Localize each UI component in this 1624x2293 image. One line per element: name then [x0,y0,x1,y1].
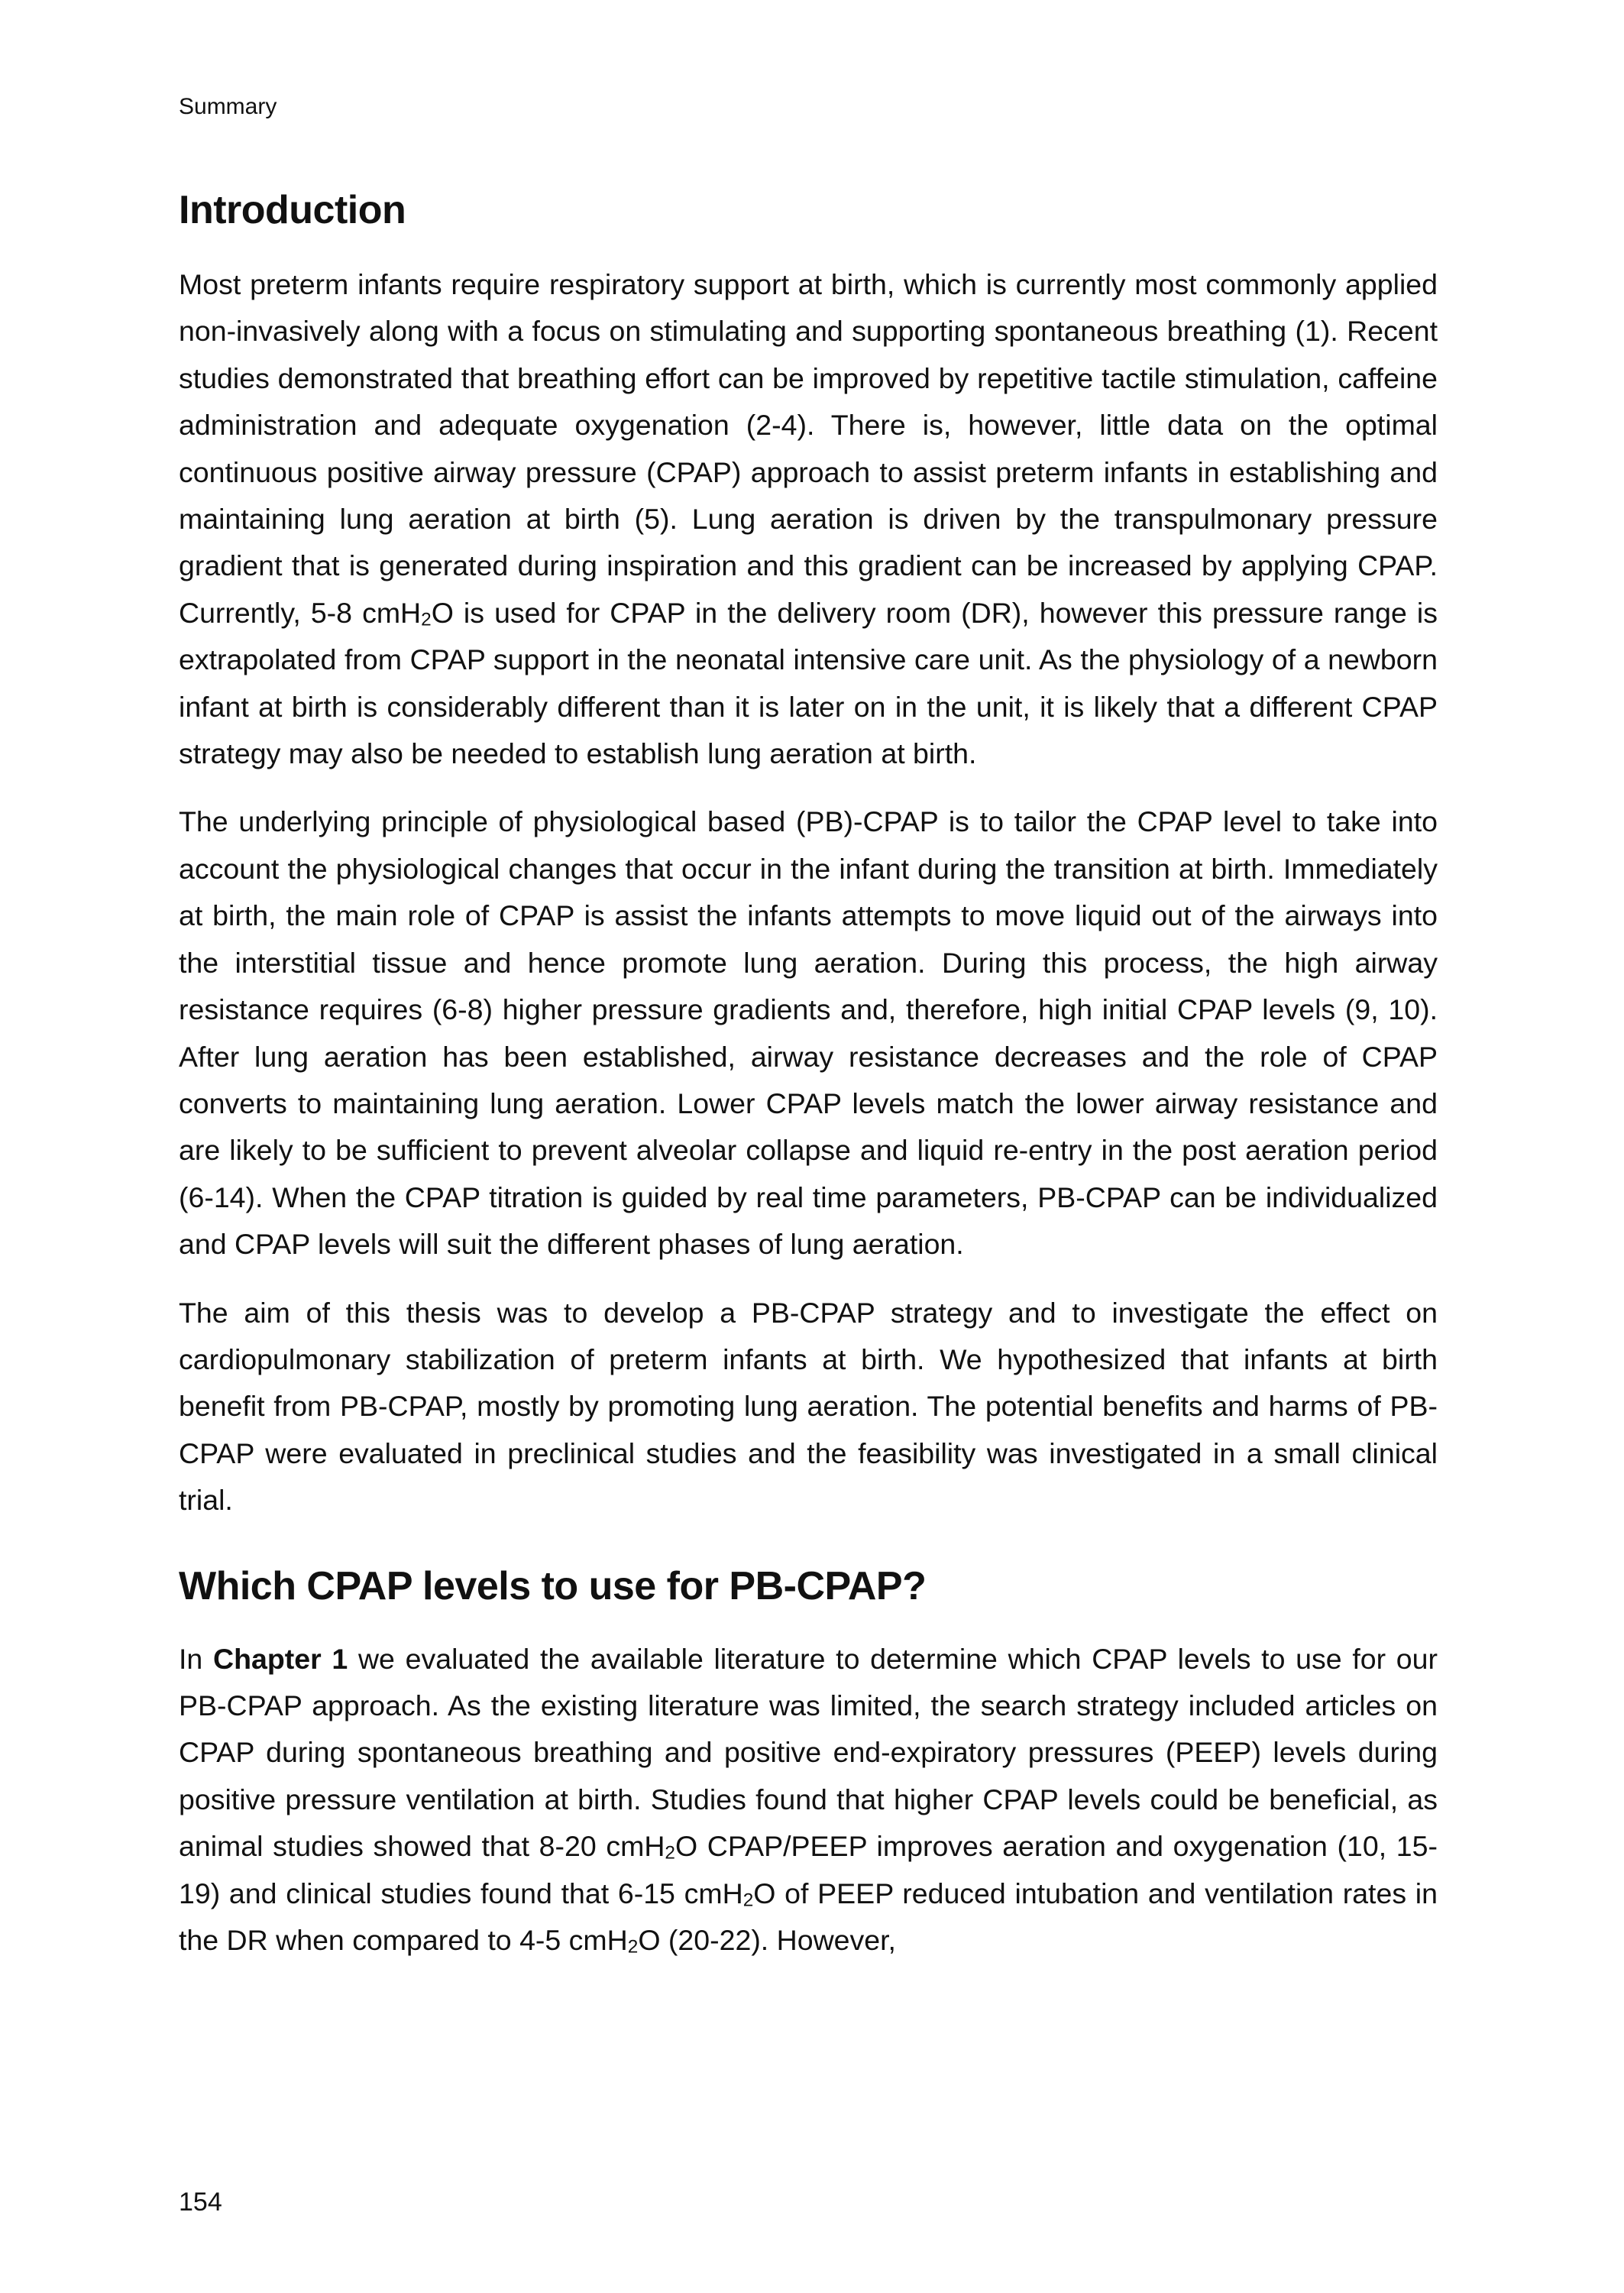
cpap-levels-heading: Which CPAP levels to use for PB-CPAP? [179,1563,927,1608]
cpap-levels-paragraph-1 [179,1636,1438,1964]
introduction-heading: Introduction [179,188,406,232]
subscript: 2 [627,1936,639,1958]
page-content [179,183,1438,1964]
text-run: Most preterm infants require respiratory support at birth, which is currently most commonly applied non-invasively along with a focus on stimulating and supporting spontaneous breathing (1). Recent studies demonstrated that breathing effort can be improved by repetitive tactile stimulation, caffeine administration and adequate oxygenation (2-4). There is, however, little data on the optimal continuous positive airway pressure (CPAP) approach to assist preterm infants in establishing and maintaining lung aeration at birth (5). Lung aeration is driven by the transpulmonary pressure gradient that is generated during inspiration and this gradient can be increased by applying CPAP. Currently, 5-8 cmH [179,268,1438,629]
introduction-paragraph-3: The aim of this thesis was to develop a PB-CPAP strategy and to investigate the effect on cardiopulmonary stabilization of preterm infants at birth. We hypothesized that infants at birth benefit from PB-CPAP, mostly by promoting lung aeration. The potential benefits and harms of PB-CPAP were evaluated in preclinical studies and the feasibility was investigated in a small clinical trial. [179,1296,1438,1517]
text-run: In [179,1642,213,1675]
text-run: we evaluated the available literature to determine which CPAP levels to use for our PB-CPAP approach. As the existing literature was limited, the search strategy included articles on CPAP during spontaneous breathing and positive end-expiratory pressures (PEEP) levels during positive pressure ventilation at birth. Studies found that higher CPAP levels could be beneficial, as animal studies showed that 8-20 cmH [179,1642,1438,1863]
page-number: 154 [179,2188,222,2217]
subscript: 2 [421,609,432,630]
introduction-paragraph-1 [179,261,1438,777]
text-run: O (20-22). However, [638,1924,896,1956]
running-header: Summary [179,94,277,119]
introduction-paragraph-2: The underlying principle of physiological based (PB)-CPAP is to tailor the CPAP level to take into account the physiological changes that occur in the infant during the transition at birth. Immediately at birth, the main role of CPAP is assist the infants attempts to move liquid out of the airways into the interstitial tissue and hence promote lung aeration. During this process, the high airway resistance requires (6-8) higher pressure gradients and, therefore, high initial CPAP levels (9, 10). After lung aeration has been established, airway resistance decreases and the role of CPAP converts to maintaining lung aeration. Lower CPAP levels match the lower airway resistance and are likely to be sufficient to prevent alveolar collapse and liquid re-entry in the post aeration period (6-14). When the CPAP titration is guided by real time parameters, PB-CPAP can be individualized and CPAP levels will suit the different phases of lung aeration. [179,805,1438,1261]
text-run: O of PEEP reduced intubation and ventilation rates in the DR when compared to 4-5 cmH [179,1877,1438,1956]
text-run: O is used for CPAP in the delivery room (DR), however this pressure range is extrapolated from CPAP support in the neonatal intensive care unit. As the physiology of a newborn infant at birth is considerably different than it is later on in the unit, it is likely that a different CPAP strategy may also be needed to establish lung aeration at birth. [179,596,1438,770]
text-run: O CPAP/PEEP improves aeration and oxygenation (10, 15-19) and clinical studies found that 6-15 cmH [179,1830,1438,1909]
chapter-reference: Chapter 1 [213,1642,348,1675]
subscript: 2 [742,1890,754,1911]
subscript: 2 [665,1842,675,1864]
